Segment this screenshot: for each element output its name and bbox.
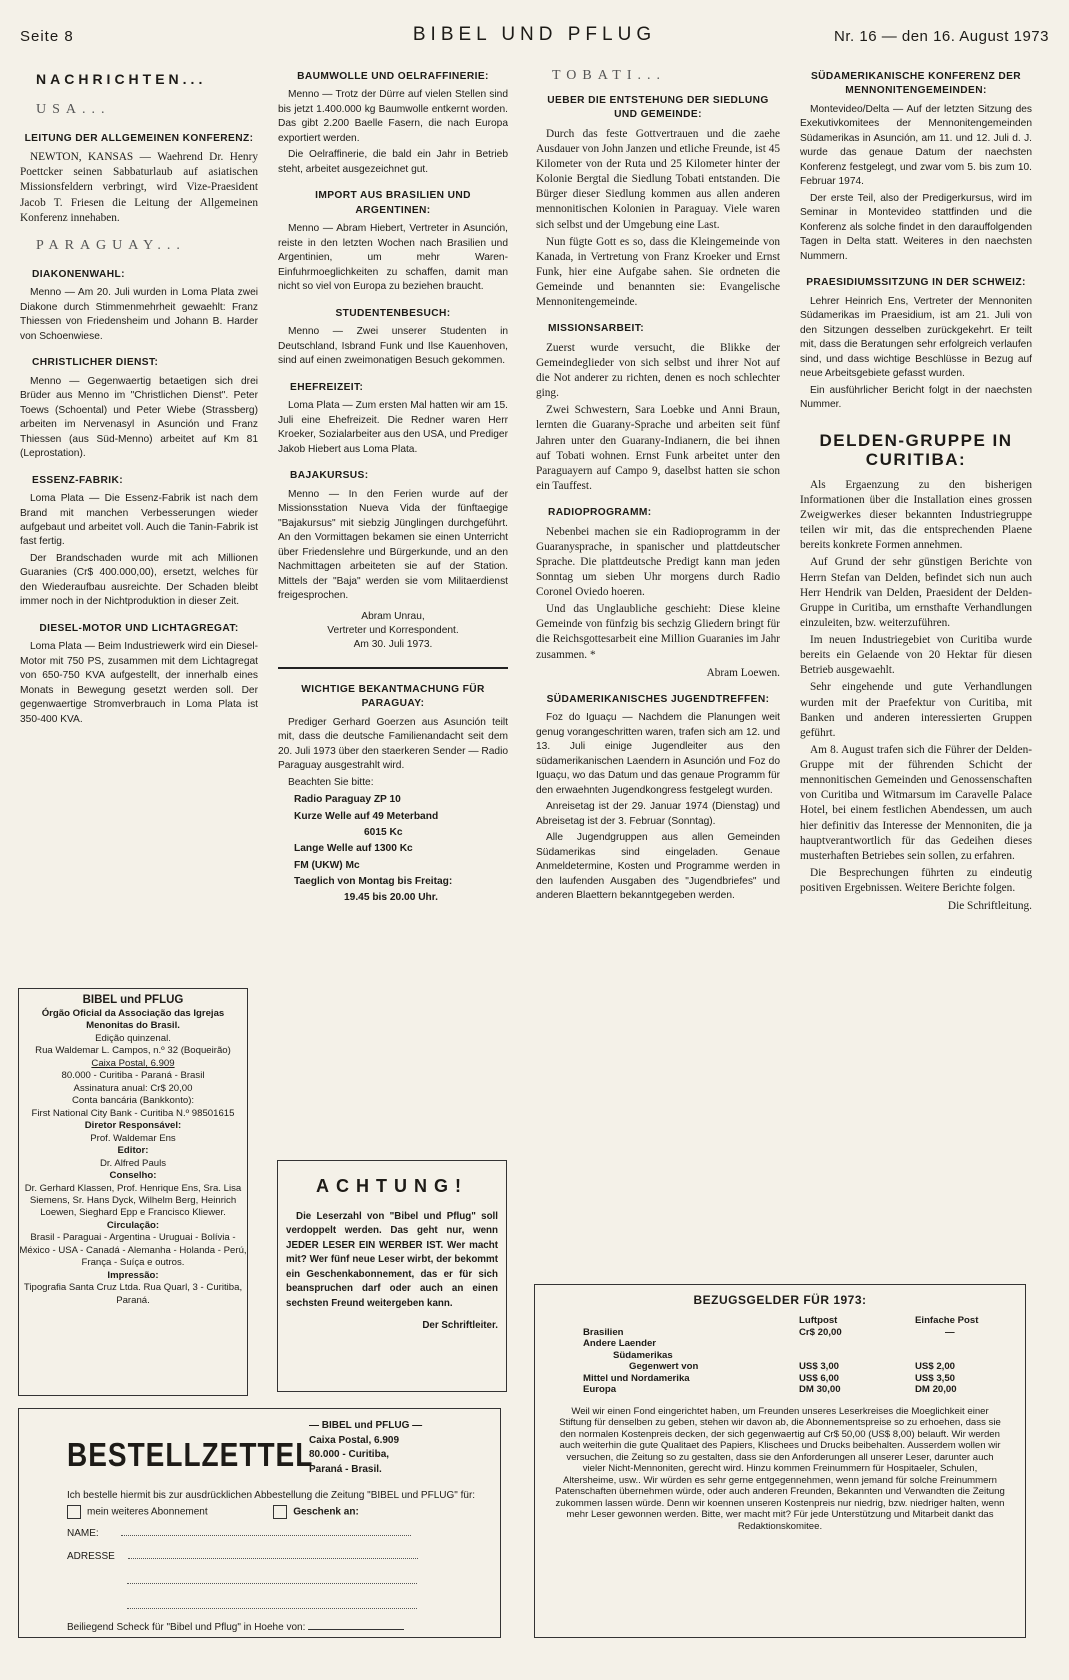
article-text: Zwei Schwestern, Sara Loebke und Anni Braun, lernten die Guarany-Sprache und arbeiten seit fünf Jahren unter den Guarany-Indianern, die bei ihnen auf Tobati wohnen. Ernst Funk arbeitet unter den Paraguayern auf Campo 9, daselbst hatten sie schon ein Tauffest. [536,404,780,492]
column-1 [20,60,258,729]
article-heading: EHEFREIZEIT: [290,381,364,393]
article-text: Sehr eingehende und gute Verhandlungen wurden mit der Praefektur von Curitiba, mit Banken und anderen interessierten Gruppen geführt. [800,681,1032,739]
article-text: NEWTON, KANSAS — Waehrend Dr. Henry Poettcker seinen Sabbaturlaub auf asiatischen Missionsfeldern verbringt, wird Vize-Praesident Jacob T. Friesen die Leitung der Allgemeinen Konferenz innehaben. [20,151,258,224]
article-text: Menno — Trotz der Dürre auf vielen Stellen sind bis jetzt 1.400.000 kg Baumwolle entkernt worden. Das gibt 2.200 Baelle Fasern, die nach Europa exportiert werden. [278,89,508,144]
article-headline: DELDEN-GRUPPE IN CURITIBA: [819,430,1013,470]
impressum-line: Dr. Gerhard Klassen, Prof. Henrique Ens, Sra. Lisa Siemens, Sr. Hans Dyck, Wilhelm Berg, Heinrich Loewen, Sieghard Epp e Francisco Kliewer. [24,1182,242,1219]
article-heading: ESSENZ-FABRIK: [32,474,124,486]
masthead [20,24,1049,50]
table-row [583,1361,984,1373]
article-heading: CHRISTLICHER DIENST: [32,357,159,369]
name-field[interactable] [121,1526,411,1536]
impressum-line: Edição quinzenal. [95,1032,171,1044]
column-4 [800,60,1032,914]
order-intro: Ich bestelle hiermit bis zur ausdrücklichen Abbestellung die Zeitung "BIBEL und PFLUG" für: [67,1490,476,1501]
address-row-2 [127,1574,488,1589]
address-field-2[interactable] [127,1574,417,1584]
order-address [309,1419,489,1477]
address-label: ADRESSE [67,1550,115,1562]
impressum-box [18,988,248,1396]
table-cell: US$ 3,00 [799,1361,840,1373]
table-cell: Südamerikas [613,1349,673,1361]
impressum-title: BIBEL und PFLUG [82,994,184,1006]
table-cell: Brasilien [583,1326,624,1338]
checkbox-label: Geschenk an: [293,1506,359,1518]
table-row [583,1350,984,1362]
table-cell: Mittel und Nordamerika [583,1372,690,1384]
address-line: Paraná - Brasil. [309,1463,382,1475]
column-header: Einfache Post [915,1315,979,1327]
radio-line: FM (UKW) Mc [294,859,360,871]
article-heading: STUDENTENBESUCH: [335,307,451,319]
achtung-box [277,1160,507,1392]
table-row [583,1384,984,1396]
article-text: Nun fügte Gott es so, dass die Kleingemeinde von Kanada, in Vertretung von Franz Kroeker und Ernst Funk, hier eine Aufgabe sahen. Sie ordneten die Gemeinde und benannten sie: Evangelische Mennonitengemeinde. [536,235,780,309]
order-options [67,1505,488,1520]
impressum-organ: Órgão Oficial da Associação das Igrejas Menonitas do Brasil. [41,1007,225,1032]
column-2 [278,60,508,907]
order-form [67,1489,488,1635]
address-line: 80.000 - Curitiba, [309,1449,390,1460]
cheque-row [67,1620,488,1635]
table-cell: US$ 2,00 [915,1361,956,1373]
achtung-signature: Der Schriftleiter. [422,1320,498,1332]
achtung-text: Die Leserzahl von "Bibel und Pflug" soll verdoppelt werden. Das geht nur, wenn JEDER LESER EIN WERBER IST. Wer macht mit? Wer fünf neue Leser wirbt, der bekommt ein Geschenkabonnement, das er für sich beanspruchen darf oder auch an einen sechsten Freund weitergeben kann. [286,1210,498,1309]
column-header: Luftpost [799,1315,838,1327]
address-row-3 [127,1599,488,1614]
article-text: Foz do Iguaçu — Nachdem die Planungen weit genug vorangeschritten waren, trafen sich am 12. und 13. Juli einige Jugendleiter aus den südamerikanischen Laendern in Asunción und Foz do Iguaçu, wo das Datum und das genaue Programm für den erwaehnten Jugendkongress festgelegt wurden. [536,712,780,796]
table-cell: Europa [583,1384,617,1396]
article-text: Durch das feste Gottvertrauen und die zaehe Ausdauer von John Janzen und etliche Freunde, ist 45 Kilometer von der Ruta und 25 Kilometer hinter der Kolonie Bergtal die Siedlung Tobati entstanden. Die Bürger dieser Siedlung kommen aus allen anderen mennonitischen Kolonien in Paraguay. Viele waren sich selbst und der Umgebung eine Last. [536,127,780,231]
impressum-label: Conselho: [109,1170,157,1182]
table-cell: US$ 6,00 [799,1372,840,1384]
article-text: Prediger Gerhard Goerzen aus Asunción teilt mit, dass die deutsche Familienandacht seit dem 20. Juli 1973 über den staerkeren Sender — Radio Paraguay ausgestrahlt wird. [278,716,508,772]
article-text: Menno — Abram Hiebert, Vertreter in Asunción, reiste in den letzten Wochen nach Brasilien und Argentinien, um mehr Waren-Einfuhrmoeglichkeiten zu schaffen, damit man nicht so viel von Europa zu beziehen braucht. [278,223,508,293]
signature [278,610,508,653]
table-cell: Andere Laender [583,1338,657,1350]
article-text: Loma Plata — Beim Industriewerk wird ein Diesel-Motor mit 750 PS, zusammen mit dem Lichtagregat von 650-750 KVA aufgestellt, der innerhalb eines Monats in Bewegung gesetzt werden soll. Der gegenwaertige Stromverbrauch in Loma Plata ist 350-400 KVA. [20,641,258,725]
signature: Abram Loewen. [706,666,780,679]
cheque-label: Beiliegend Scheck für "Bibel und Pflug" in Hoehe von: [67,1621,306,1633]
radio-line: Radio Paraguay ZP 10 [294,794,401,806]
article-text: Die Besprechungen führten zu eindeutig positiven Ergebnissen. Weitere Berichte folgen. [800,866,1032,894]
table-row [583,1338,984,1350]
article-text: Ein ausführlicher Bericht folgt in der naechsten Nummer. [800,384,1032,411]
address-field[interactable] [128,1549,418,1559]
achtung-title: ACHTUNG! [316,1176,468,1196]
divider [278,667,508,669]
issue-date: Nr. 16 — den 16. August 1973 [834,28,1049,45]
impressum-line: Tipografia Santa Cruz Ltda. Rua Quarl, 3 - Curitiba, Paraná. [23,1282,243,1306]
article-text: Nebenbei machen sie ein Radioprogramm in der Guaranysprache, in spanischer und plattdeutscher Sprache. Die plattdeutsche Predigt kann man jeden Sonntag um sieben Uhr morgens durch Radio Coronel Oviedo hoeren. [536,525,780,599]
article-heading: BAJAKURSUS: [290,470,369,482]
table-cell: — [945,1326,955,1338]
impressum-line: Prof. Waldemar Ens [90,1132,176,1144]
article-text: Auf Grund der sehr günstigen Berichte von Herrn Stefan van Delden, befindet sich nun auch Herr Hendrik van Delden, Praesident der Delden-Gruppe in Curitiba, um ernsthafte Verhandlungen einzuleiten, bzw. weiterzuführen. [800,556,1032,629]
impressum-line: Assinatura anual: Cr$ 20,00 [73,1082,193,1094]
article-heading: LEITUNG DER ALLGEMEINEN KONFERENZ: [24,132,254,144]
region-heading-usa: USA... [36,101,111,117]
article-text: Menno — Gegenwaertig betaetigen sich drei Brüder aus Menno im "Christlichen Dienst". Peter Toews (Schoental) und Peter Wiebe (Strassberg) arbeiten im Nervenasyl in Asunción und Franz Thiessen (aus Süd-Menno) arbeitet auf Km 81 (Leprostation). [20,375,258,460]
column-3 [536,60,780,906]
bezug-text: Weil wir einen Fond eingerichtet haben, um Freunden unseres Leserkreises die Moeglichkeit einer Stiftung für denselben zu geben, stehen wir davon ab, die Abonnementspreise so zu erhoehen, dass sie den normalen Kostenpreis decken, der sich gegenwaertig auf Cr$ 50,00 (US$ 8,00) belauft. Wir werden auch weiterhin die gute Qualitaet des Papiers, Klischees und Drucks beibehalten. Ausserdem wollen wir versuchen, die Zeitung so zu gestalten, dass sie den Anforderungen all unserer Leser, darunter auch vieler Nicht-Mennoniten, gerecht wird. Hinzu kommen Freinummern für Hospitaeler, Schulen, Altersheime, usw.. Wir würden es sehr gerne entgegennehmen, wenn jemand für solche Freinummern Patenschaften übernehmen würde, oder auch anderen Freunden, Bekannten und Verwandten die Zeitung zukommen lassen würde. Denn wir koennen unseren Kostenpreis nur niedrig, bzw. niedriger halten, wenn mehr Leser gewonnen werden. Bitte, wer macht mit? Für jede Unterstützung und Mitarbeit dankt das Redaktionskomitee. [555,1405,1005,1532]
impressum-label: Editor: [117,1145,149,1157]
radio-line: Kurze Welle auf 49 Meterband [294,810,439,822]
radio-info [294,792,508,906]
impressum-line: Rua Waldemar L. Campos, n.º 32 (Boqueirão) [35,1045,231,1057]
bezug-title: BEZUGSGELDER FÜR 1973: [693,1293,867,1307]
section-heading: NACHRICHTEN... [36,71,207,87]
article-text: Und das Unglaubliche geschieht: Diese kleine Gemeinde von fünfzig bis sechzig Gliedern bringt für die Reichsgottesarbeit eine Million Guaranies im Jahr zusammen. * [536,603,780,661]
region-heading-tobati: TOBATI... [552,68,667,83]
table-cell: DM 20,00 [915,1384,957,1396]
article-heading: RADIOPROGRAMM: [548,507,652,519]
article-text: Loma Plata — Die Essenz-Fabrik ist nach dem Brand mit manchen Verbesserungen wieder aufgebaut und arbeitet voll. Auch die Tanin-Fabrik ist fast fertig. [20,493,258,548]
gift-checkbox[interactable] [273,1505,287,1519]
address-line: Caixa Postal, 6.909 [309,1434,400,1446]
table-row [583,1373,984,1385]
article-text: Menno — Am 20. Juli wurden in Loma Plata zwei Diakone durch Stimmenmehrheit gewaehlt: Franz Thiessen von Friedensheim und Johann B. Harder von Schoenwiese. [20,287,258,342]
radio-line: 19.45 bis 20.00 Uhr. [344,892,439,904]
subscription-checkbox[interactable] [67,1505,81,1519]
region-heading-paraguay: PARAGUAY... [36,237,186,253]
article-heading: IMPORT AUS BRASILIEN UND ARGENTINEN: [315,190,471,216]
article-heading: WICHTIGE BEKANTMACHUNG FÜR PARAGUAY: [301,683,485,710]
article-text: Im neuen Industriegebiet von Curitiba wurde bereits ein Gelaende von 20 Hektar für diesen Betrieb ausgewaehlt. [800,634,1032,677]
article-heading: DIESEL-MOTOR UND LICHTAGREGAT: [39,622,239,634]
address-line: — BIBEL und PFLUG — [309,1420,423,1431]
bestellzettel-title: BESTELLZETTEL [67,1435,314,1473]
table-cell: Gegenwert von [629,1361,699,1373]
signature-date: Am 30. Juli 1973. [353,639,433,651]
impressum-line: First National City Bank - Curitiba N.º 98501615 [31,1107,235,1119]
signature-role: Vertreter und Korrespondent. [327,624,459,636]
impressum-label: Impressão: [107,1269,159,1281]
price-table [583,1315,984,1396]
signature: Die Schriftleitung. [947,900,1032,913]
article-text: Zuerst wurde versucht, die Blikke der Gemeindeglieder von sich selbst und ihrer Not auf die Not anderer zu richten, denen es noch schlechter ging. [536,341,780,400]
page-number: Seite 8 [20,28,74,45]
impressum-label: Diretor Responsável: [84,1120,182,1132]
article-heading: PRAESIDIUMSSITZUNG IN DER SCHWEIZ: [806,277,1026,289]
newspaper-title: BIBEL UND PFLUG [412,24,657,45]
checkbox-label: mein weiteres Abonnement [87,1506,208,1518]
article-text: Alle Jugendgruppen aus allen Gemeinden Südamerikas sind eingeladen. Genaue Anmeldetermine, Kosten und Programme werden in den laufenden Ausgaben des "Jugendbriefes" und anderen Blaettern bekanntgegeben werden. [536,832,780,902]
name-row [67,1526,488,1541]
article-text: Menno — In den Ferien wurde auf der Missionsstation Nueva Vida der fünftaegige "Bajakursus" mit siebzig Jünglingen durchgeführt. An den Vormittagen bekamen sie einen Unterricht über Friedenslehre und Bürgerkunde, und an den Nachmittagen arbeiteten sie auf der Station. Mittels der "Baja" werden sie vom Militaerdienst freigesprochen. [278,488,508,602]
bezugsgelder-box [534,1284,1026,1638]
article-text: Anreisetag ist der 29. Januar 1974 (Dienstag) und Abreisetag ist der 3. Februar (Sonntag). [536,801,780,827]
table-cell: US$ 3,50 [915,1372,956,1384]
table-row [583,1327,984,1339]
table-cell: Cr$ 20,00 [799,1326,842,1338]
article-text: Menno — Zwei unserer Studenten in Deutschland, Isbrand Funk und Ilse Kauenhoven, sind auf einen zweimonatigen Besuch gekommen. [278,326,508,367]
signature-name: Abram Unrau, [361,610,425,622]
article-text: Die Oelraffinerie, die bald ein Jahr in Betrieb steht, arbeitet ausgezeichnet gut. [278,149,508,175]
bestellzettel-box [18,1408,501,1638]
article-text: Lehrer Heinrich Ens, Vertreter der Mennoniten Südamerikas im Praesidium, ist am 21. Juli von den Sitzungen desselben zurückgekehrt. Er teilt mit, dass die Beratungen sehr erfolgreich verlaufen sind, und dass wichtige Beschlüsse in Bezug auf neue Arbeitsgebiete gefasst wurden. [800,295,1032,380]
article-heading: DIAKONENWAHL: [32,268,125,280]
name-label: NAME: [67,1527,99,1539]
article-heading: SÜDAMERIKANISCHES JUGENDTREFFEN: [546,693,770,705]
radio-line: 6015 Kc [364,826,403,838]
address-field-3[interactable] [127,1599,417,1609]
impressum-line: Brasil - Paraguai - Argentina - Uruguai - Bolívia - México - USA - Canadá - Alemanha - Holanda - Perú, França - Suíça e outros. [19,1232,247,1269]
article-text: Der erste Teil, also der Predigerkursus, wird im Seminar in Montevideo stattfinden und die Konferenz als solche findet in den darauffolgenden Tagen in Delta statt. Weiteres in den naechsten Nummern. [800,192,1032,262]
radio-line: Taeglich von Montag bis Freitag: [294,875,453,887]
table-cell: DM 30,00 [799,1384,841,1396]
impressum-line: Conta bancária (Bankkonto): [71,1095,195,1107]
article-text: Als Ergaenzung zu den bisherigen Informationen über die Installation eines grossen Zweigwerkes dieser bekannten Industriegruppe teilen wir mit, das die entsprechenden Plaene bereits konkrete Formen annehmen. [800,478,1032,552]
article-text: Montevideo/Delta — Auf der letzten Sitzung des Exekutivkomitees der Mennonitengemeinden Südamerikas in Asunción, am 11. und 12. Juli d. J. wurde das genaue Datum der naechsten Konferenz festgelegt, und zwar vom 5. bis zum 10. Februar 1974. [800,103,1032,188]
article-heading: MISSIONSARBEIT: [548,323,644,335]
address-row [67,1549,488,1564]
impressum-line: Dr. Alfred Pauls [99,1157,167,1169]
article-text: Loma Plata — Zum ersten Mal hatten wir am 15. Juli eine Ehefreizeit. Die Redner waren Herr Kroeker, Sozialarbeiter aus den USA, und Prediger Jakob Hiebert aus Loma Plata. [278,400,508,455]
article-heading: BAUMWOLLE UND OELRAFFINERIE: [297,71,489,82]
table-row [583,1315,984,1327]
impressum-line: Caixa Postal, 6.909 [91,1057,175,1069]
article-text: Der Brandschaden wurde mit ach Millionen Guaranies (Cr$ 400.000,00), ersetzt, welches für den Wiederaufbau ausreichte. Der Schaden bleibt immer noch in der Nichtproduktion in dieser Zeit. [20,552,258,608]
article-heading: SÜDAMERIKANISCHE KONFERENZ DER MENNONITENGEMEINDEN: [810,71,1022,97]
article-text: Beachten Sie bitte: [288,776,374,788]
amount-field[interactable] [308,1620,404,1630]
impressum-label: Circulação: [106,1219,160,1231]
article-text: Am 8. August trafen sich die Führer der Delden-Gruppe mit der führenden Schicht der mennonitischen Gemeinden und Genossenschaften von Curitiba und Witmarsum im Caravelle Palace Hotel, bei einem festlichen Abendessen, um auch hier definitiv das Interesse der Mennoniten, die ja hauptverantwortlich für das Gedeihen dieses musterhaften Betriebes sein sollen, zu erfahren. [800,743,1032,862]
article-heading: UEBER DIE ENTSTEHUNG DER SIEDLUNG UND GEMEINDE: [547,94,769,121]
impressum-line: 80.000 - Curitiba - Paraná - Brasil [61,1070,205,1082]
radio-line: Lange Welle auf 1300 Kc [294,843,413,855]
